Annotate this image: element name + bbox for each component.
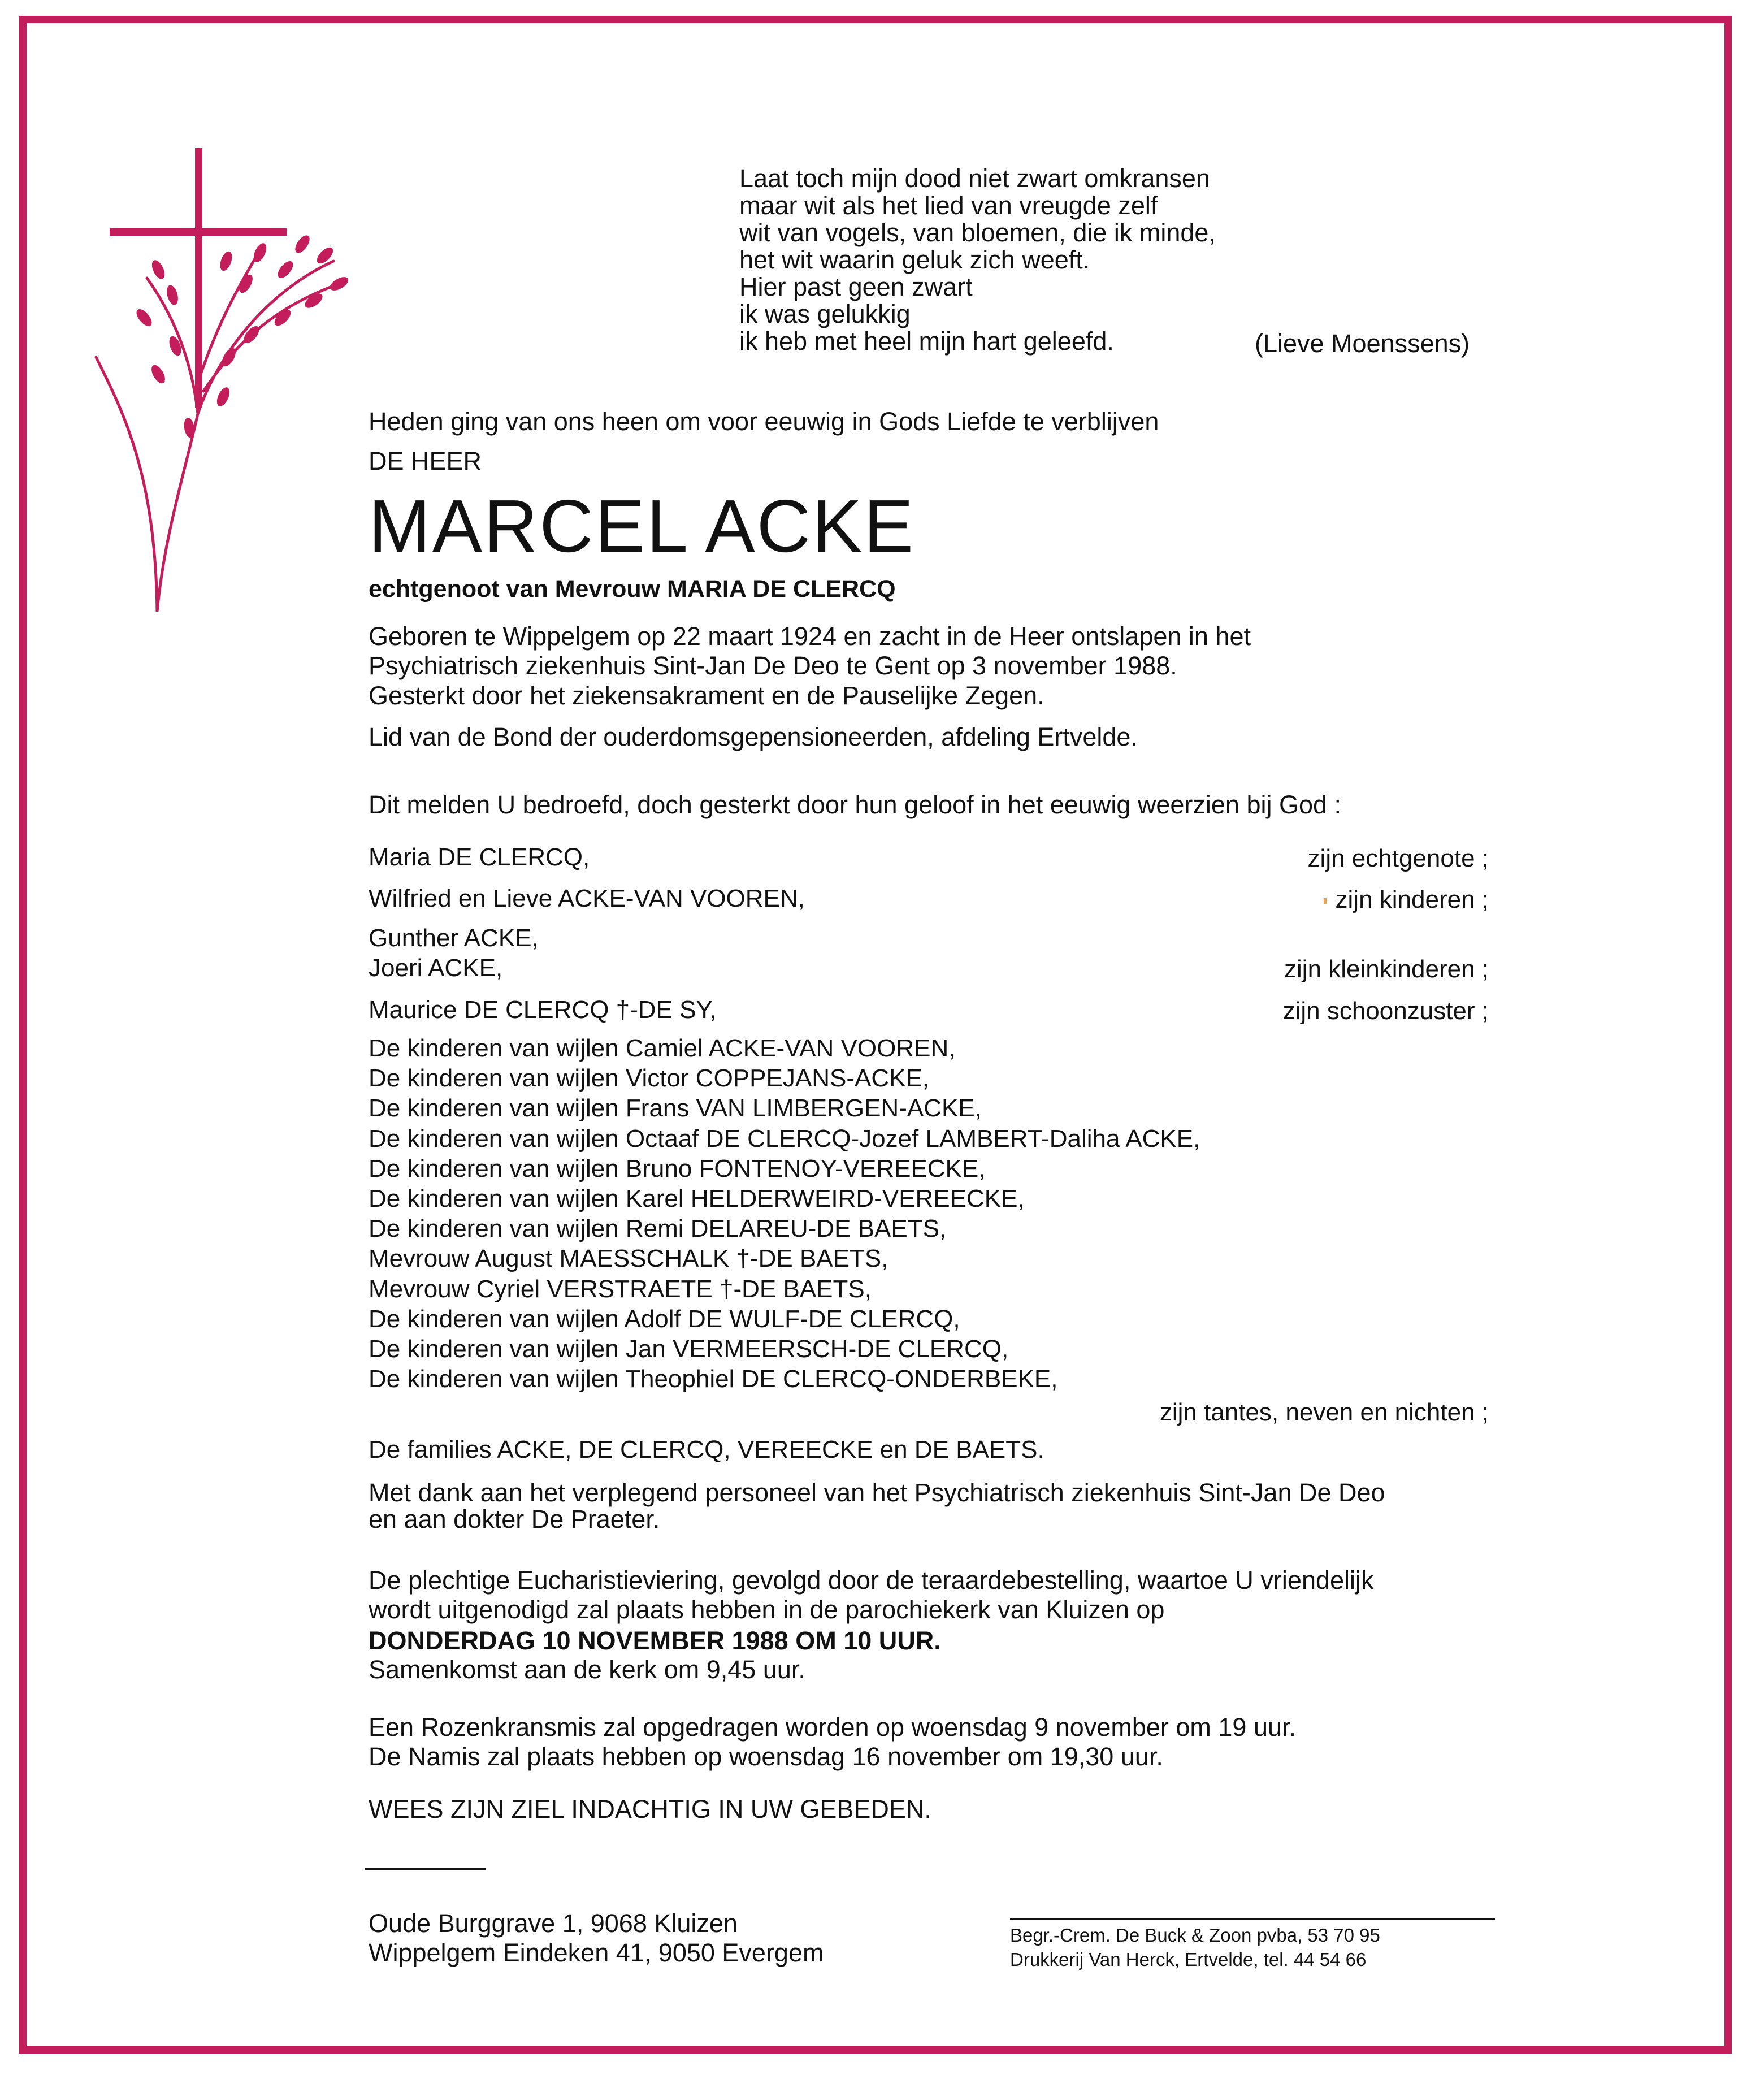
divider	[1010, 1918, 1495, 1920]
birth-line: Geboren te Wippelgem op 22 maart 1924 en zacht in de Heer ontslapen in het	[369, 622, 1251, 651]
thanks-line: Met dank aan het verplegend personeel van het Psychiatrisch ziekenhuis Sint-Jan De Deo	[369, 1478, 1385, 1507]
poem-line: ik heb met heel mijn hart geleefd.	[739, 327, 1114, 356]
relative-line: De kinderen van wijlen Camiel ACKE-VAN VOOREN,	[369, 1034, 956, 1062]
sister-in-law-name: Maurice DE CLERCQ †-DE SY,	[369, 996, 717, 1024]
funeral-line: De plechtige Eucharistieviering, gevolgd door de teraardebestelling, waartoe U vriendelijk	[369, 1566, 1374, 1595]
grandchild-name: Gunther ACKE,	[369, 924, 539, 952]
printer-line: Drukkerij Van Herck, Ertvelde, tel. 44 54 66	[1010, 1949, 1367, 1970]
relative-line: De kinderen van wijlen Adolf DE WULF-DE CLERCQ,	[369, 1305, 960, 1333]
divider	[365, 1868, 486, 1870]
poem-line: Laat toch mijn dood niet zwart omkransen	[739, 164, 1210, 193]
deceased-name: MARCEL ACKE	[369, 484, 916, 568]
poem-line: het wit waarin geluk zich weeft.	[739, 245, 1090, 274]
namis-line: De Namis zal plaats hebben op woensdag 16 november om 19,30 uur.	[369, 1742, 1163, 1771]
member-line: Lid van de Bond der ouderdomsgepensioneerden, afdeling Ertvelde.	[369, 722, 1138, 751]
relative-line: De kinderen van wijlen Victor COPPEJANS-ACKE,	[369, 1064, 930, 1092]
address-line: Oude Burggrave 1, 9068 Kluizen	[369, 1909, 738, 1938]
relative-line: Mevrouw Cyriel VERSTRAETE †-DE BAETS,	[369, 1275, 872, 1303]
spouse-line: echtgenoot van Mevrouw MARIA DE CLERCQ	[369, 575, 896, 603]
poem-line: maar wit als het lied van vreugde zelf	[739, 191, 1158, 220]
relative-line: De kinderen van wijlen Karel HELDERWEIRD-VEREECKE,	[369, 1185, 1025, 1212]
title-text: DE HEER	[369, 447, 482, 475]
address-line: Wippelgem Eindeken 41, 9050 Evergem	[369, 1938, 824, 1967]
funeral-line: wordt uitgenodigd zal plaats hebben in de parochiekerk van Kluizen op	[369, 1595, 1165, 1624]
sacrament-line: Gesterkt door het ziekensakrament en de Pauselijke Zegen.	[369, 681, 1044, 710]
children-name: Wilfried en Lieve ACKE-VAN VOOREN,	[369, 885, 805, 912]
intro-text: Heden ging van ons heen om voor eeuwig in Gods Liefde te verblijven	[369, 407, 1159, 436]
poem-line: Hier past geen zwart	[739, 272, 973, 301]
grandchildren-relation: zijn kleinkinderen ;	[1284, 955, 1489, 983]
sister-in-law-relation: zijn schoonzuster ;	[1282, 997, 1489, 1025]
children-relation: zijn kinderen ;	[1324, 886, 1489, 914]
relatives-relation: zijn tantes, neven en nichten ;	[1159, 1398, 1489, 1426]
thanks-line: en aan dokter De Praeter.	[369, 1505, 660, 1534]
relative-line: De kinderen van wijlen Theophiel DE CLERCQ-ONDERBEKE,	[369, 1365, 1058, 1393]
relative-line: De kinderen van wijlen Remi DELAREU-DE BAETS,	[369, 1215, 947, 1242]
closing-line: WEES ZIJN ZIEL INDACHTIG IN UW GEBEDEN.	[369, 1795, 931, 1824]
poem	[739, 165, 1216, 355]
relative-line: De kinderen van wijlen Bruno FONTENOY-VEREECKE,	[369, 1155, 986, 1183]
spouse-relation: zijn echtgenote ;	[1307, 844, 1489, 872]
families-line: De families ACKE, DE CLERCQ, VEREECKE en DE BAETS.	[369, 1436, 1044, 1463]
relative-line: De kinderen van wijlen Frans VAN LIMBERGEN-ACKE,	[369, 1094, 982, 1122]
relative-line: De kinderen van wijlen Octaaf DE CLERCQ-Jozef LAMBERT-Daliha ACKE,	[369, 1125, 1200, 1153]
poem-line: wit van vogels, van bloemen, die ik minde,	[739, 218, 1216, 247]
poem-author: (Lieve Moenssens)	[1255, 329, 1470, 358]
relative-line: Mevrouw August MAESSCHALK †-DE BAETS,	[369, 1245, 888, 1272]
printer-line: Begr.-Crem. De Buck & Zoon pvba, 53 70 95	[1010, 1925, 1380, 1946]
relative-line: De kinderen van wijlen Jan VERMEERSCH-DE CLERCQ,	[369, 1335, 1009, 1363]
family-intro: Dit melden U bedroefd, doch gesterkt door hun geloof in het eeuwig weerzien bij God :	[369, 790, 1342, 819]
funeral-date: DONDERDAG 10 NOVEMBER 1988 OM 10 UUR.	[369, 1626, 941, 1655]
poem-line: ik was gelukkig	[739, 300, 911, 328]
spouse-name: Maria DE CLERCQ,	[369, 843, 590, 871]
cross-with-flowers-icon	[90, 148, 362, 612]
stray-mark	[1324, 898, 1327, 904]
rosary-line: Een Rozenkransmis zal opgedragen worden op woensdag 9 november om 19 uur.	[369, 1713, 1297, 1742]
grandchild-name: Joeri ACKE,	[369, 954, 503, 982]
gathering-line: Samenkomst aan de kerk om 9,45 uur.	[369, 1655, 805, 1684]
birth-line: Psychiatrisch ziekenhuis Sint-Jan De Deo te Gent op 3 november 1988.	[369, 651, 1177, 680]
